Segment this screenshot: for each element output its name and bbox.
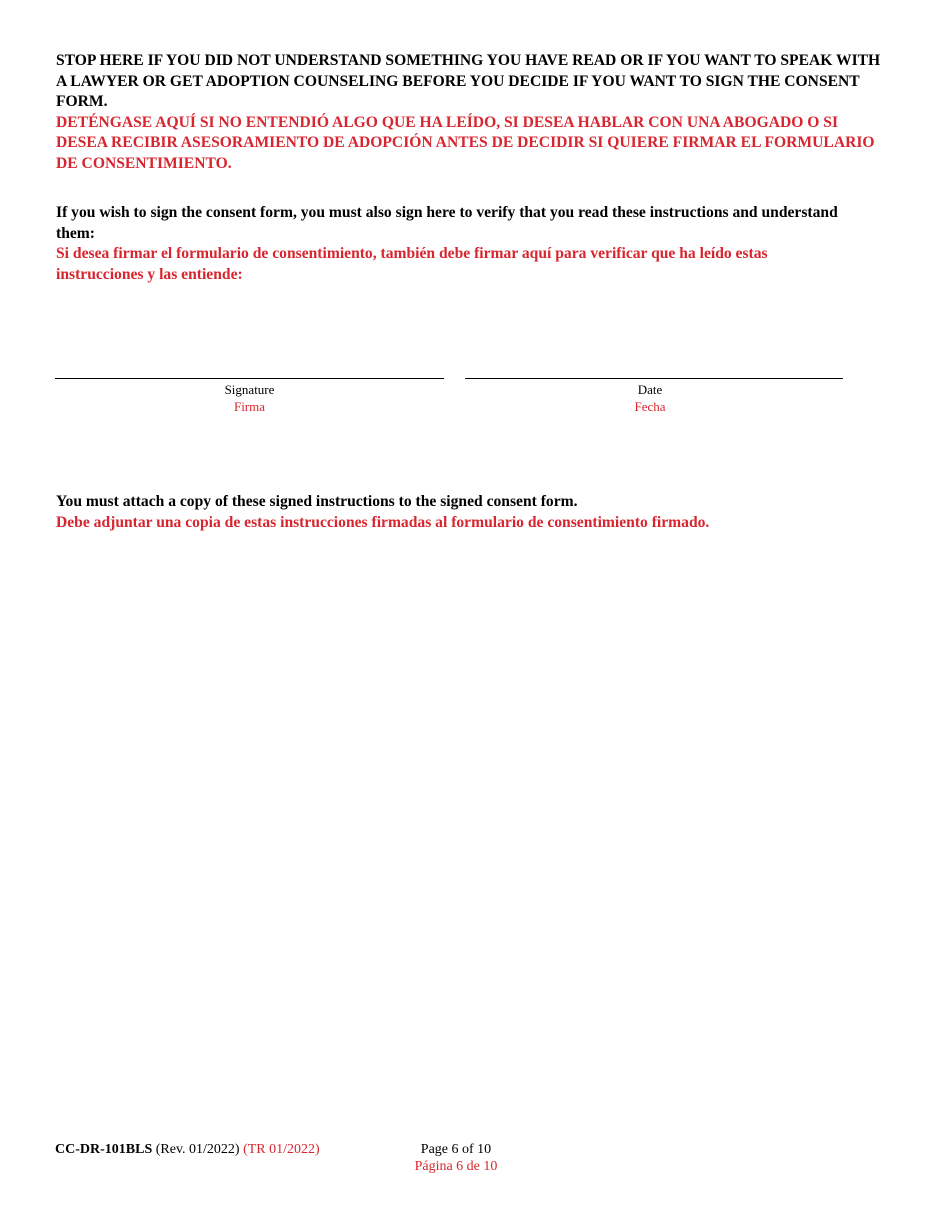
stop-notice-english: STOP HERE IF YOU DID NOT UNDERSTAND SOMETHING YOU HAVE READ OR IF YOU WANT TO SPEAK WITH A LAWYER OR GET ADOPTION COUNSELING BEFORE YOU DECIDE IF YOU WANT TO SIGN THE CONSENT FORM. xyxy=(56,52,881,110)
date-caption xyxy=(465,381,835,415)
date-label-spanish: Fecha xyxy=(634,399,666,414)
form-id-footer xyxy=(55,1141,320,1159)
sign-instruction-block xyxy=(56,203,856,285)
signature-line[interactable] xyxy=(55,378,444,379)
page-number-spanish: Página 6 de 10 xyxy=(414,1159,498,1174)
form-code: CC-DR-101BLS xyxy=(55,1142,153,1157)
signature-label-spanish: Firma xyxy=(233,399,266,414)
stop-notice-block xyxy=(56,51,886,174)
attach-notice-block xyxy=(56,492,886,533)
form-revision: (Rev. 01/2022) xyxy=(155,1142,240,1157)
attach-notice-spanish: Debe adjuntar una copia de estas instrucciones firmadas al formulario de consentimiento firmado. xyxy=(56,513,710,531)
page-number-footer xyxy=(396,1141,516,1175)
sign-instruction-spanish: Si desea firmar el formulario de consentimiento, también debe firmar aquí para verificar que ha leído estas instrucciones y las entiende: xyxy=(56,245,768,283)
form-translation-revision: (TR 01/2022) xyxy=(243,1142,320,1157)
stop-notice-spanish: DETÉNGASE AQUÍ SI NO ENTENDIÓ ALGO QUE HA LEÍDO, SI DESEA HABLAR CON UNA ABOGADO O SI DESEA RECIBIR ASESORAMIENTO DE ADOPCIÓN ANTES DE DECIDIR SI QUIERE FIRMAR EL FORMULARIO DE CONSENTIMIENTO. xyxy=(56,113,875,172)
signature-caption xyxy=(55,381,444,415)
page-number: Page 6 of 10 xyxy=(420,1142,492,1157)
attach-notice-english: You must attach a copy of these signed instructions to the signed consent form. xyxy=(56,493,578,510)
date-line[interactable] xyxy=(465,378,843,379)
date-label: Date xyxy=(637,382,663,397)
sign-instruction-english: If you wish to sign the consent form, you must also sign here to verify that you read these instructions and understand them: xyxy=(56,204,838,242)
signature-label: Signature xyxy=(224,382,275,397)
